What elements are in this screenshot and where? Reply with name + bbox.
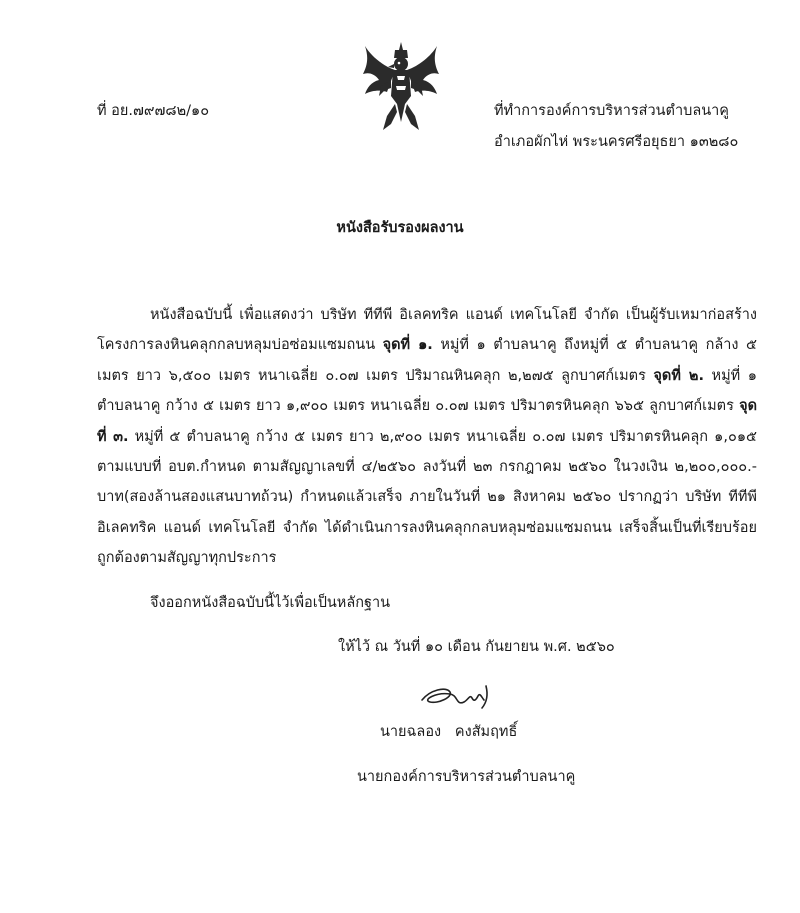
body-text-1: หนังสือฉบับนี้ เพื่อแสดงว่า บริษัท ทีทีพี อิเลคทริค แอนด์ เทคโนโลยี จำกัด เป็นผู้รับเหมาก่อสร้าง โครงการลงหินคลุกกลบหลุมบ่อซ่อมแซมถนน [97,307,757,354]
handwritten-signature-icon [416,678,500,712]
body-paragraph [97,300,757,574]
garuda-emblem-icon [361,40,441,132]
issue-date-line: ให้ไว้ ณ วันที่ ๑๐ เดือน กันยายน พ.ศ. ๒๕๖๐ [338,639,615,655]
site-3-label: จุดที่ ๓. [97,398,757,445]
body-text-4: หมู่ที่ ๕ ตำบลนาคู กว้าง ๕ เมตร ยาว ๒,๙๐๐ เมตร หนาเฉลี่ย ๐.๐๗ เมตร ปริมาตรหินคลุก ๑,๐๑๕ ตามแบบที่ อบต.กำหนด ตามสัญญาเลขที่ ๔/๒๕๖๐ ลงวันที่ ๒๓ กรกฎาคม ๒๕๖๐ ในวงเงิน ๒,๒๐๐,๐๐๐.- บาท(สองล้านสองแสนบาทถ้วน) กำหนดแล้วเสร็จ ภายในวันที่ ๒๑ สิงหาคม ๒๕๖๐ ปรากฏว่า บริษัท ทีทีพี อิเลคทริค แอนด์ เทคโนโลยี จำกัด ได้ดำเนินการลงหินคลุกกลบหลุมซ่อมแซมถนน เสร็จสิ้นเป็นที่เรียบร้อย ถูกต้องตามสัญญาทุกประการ [97,428,758,567]
signer-name: นายฉลอง คงสัมฤทธิ์ [380,724,518,740]
signer-position: นายกองค์การบริหารส่วนตำบลนาคู [357,769,576,785]
body-text-2: หมู่ที่ ๑ ตำบลนาคู ถึงหมู่ที่ ๕ ตำบลนาคู กล้าง ๕ เมตร ยาว ๖,๕๐๐ เมตร หนาเฉลี่ย ๐.๐๗ เมตร ปริมาณหินคลุก ๒,๒๗๕ ลูกบาศก์เมตร [97,337,758,384]
issuer-address-line-2: อำเภอผักไห่ พระนครศรีอยุธยา ๑๓๒๘๐ [494,134,739,150]
site-1-label: จุดที่ ๑. [382,337,433,354]
issuer-address-line-1: ที่ทำการองค์การบริหารส่วนตำบลนาคู [494,103,729,119]
body-text-3: หมู่ที่ ๑ ตำบลนาคู กว้าง ๕ เมตร ยาว ๑,๙๐๐ เมตร หนาเฉลี่ย ๐.๐๗ เมตร ปริมาตรหินคลุก ๖๖๕ ลูกบาศก์เมตร [97,367,757,415]
document-title: หนังสือรับรองผลงาน [336,220,464,236]
reference-number: ที่ อย.๗๙๗๘๒/๑๐ [97,103,210,119]
site-2-label: จุดที่ ๒. [653,367,704,384]
closing-statement: จึงออกหนังสือฉบับนี้ไว้เพื่อเป็นหลักฐาน [150,595,391,611]
